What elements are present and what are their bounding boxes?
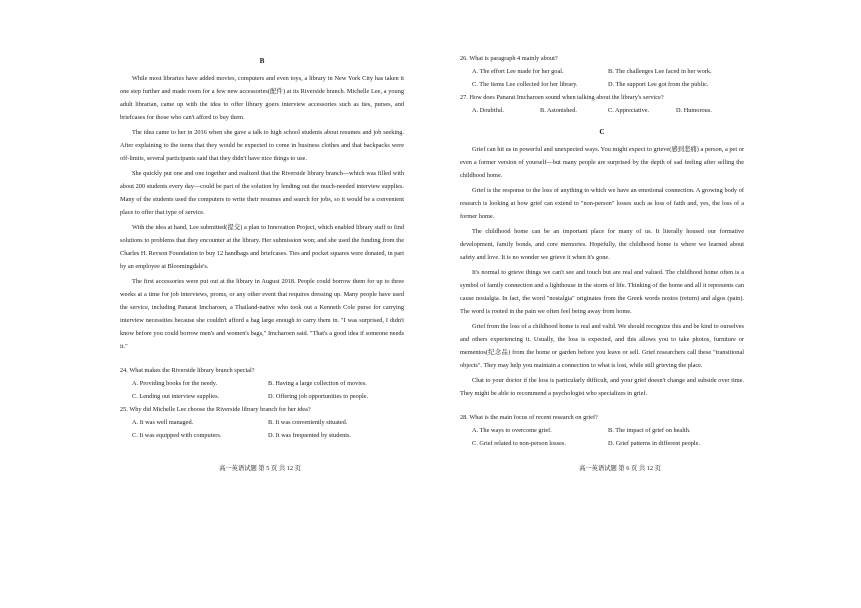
question-24	[120, 364, 404, 403]
passage-paragraph: With the idea at hand, Lee submitted(提交) a plan to Innovation Project, which enabled library staff to find solutions to problems that they encounter at the library. Her submission won; and she used the funding from the Charles H. Revson Foundation to buy 12 handbags and briefcases. Ties and pocket squares were donated, in part by an employee at Bloomingdale's.	[120, 224, 404, 270]
answer-option: D. The support Lee got from the public.	[608, 81, 709, 88]
question-stem: 27. How does Panarat Imcharoen sound when talking about the library's service?	[460, 94, 664, 101]
question-stem: 26. What is paragraph 4 mainly about?	[460, 55, 558, 62]
answer-option: B. Astonished.	[540, 107, 577, 114]
page-footer: 高一英语试题 第 5 页 共 12 页	[219, 465, 301, 472]
answer-option: D. Humorous.	[676, 107, 712, 114]
question-28	[460, 411, 744, 450]
answer-option: A. It was well managed.	[132, 419, 194, 426]
passage-paragraph: She quickly put one and one together and realized that the Riverside library branch—which was filled with about 200 students every day—could be part of the solution by lending out the much-needed interview supplies. Many of the students used the computers to write their resumes and search for jobs, so it would be a convenient place to offer that type of service.	[120, 170, 404, 216]
answer-option: C. Appreciative.	[608, 107, 650, 114]
answer-option: A. Doubtful.	[472, 107, 505, 114]
passage-paragraph: Grief from the loss of a childhood home is real and valid. We should recognize this and be kind to ourselves and others experiencing it. Usually, the loss is expected, and this allows you to take photos, furniture or mementos(纪念品) from the home or garden before you leave or sell. Grief researchers call these "transitional objects". They may help you maintain a connection to what is lost, while still grieving the place.	[460, 323, 745, 369]
answer-option: B. It was conveniently situated.	[268, 419, 348, 426]
answer-option: A. The ways to overcome grief.	[472, 427, 552, 434]
question-25	[120, 403, 404, 442]
question-stem: 28. What is the main focus of recent research on grief?	[460, 414, 598, 421]
answer-option: B. The impact of grief on health.	[608, 427, 691, 434]
passage-paragraph: While most libraries have added movies, computers and even toys, a library in New York City has taken it one step further and made room for a few new accessories(配件) at its Riverside branch. Michelle Lee, a young adult librarian, came up with the idea to offer library goers interview accessories such as ties, purses, and briefcases for those who can't afford to buy them.	[120, 75, 404, 121]
answer-option: D. Grief patterns in different people.	[608, 440, 701, 447]
answer-option: B. The challenges Lee faced in her work.	[608, 68, 712, 75]
passage-paragraph: Grief is the response to the loss of anything to which we have an emotional connection. A growing body of research is looking at how grief can extend to "non-person" losses such as loss of faith and, yes, the loss of a former home.	[460, 187, 744, 220]
question-27	[460, 91, 744, 117]
left-page	[120, 52, 404, 442]
right-page	[460, 52, 744, 450]
answer-option: B. Having a large collection of movies.	[268, 380, 367, 387]
passage-paragraph: Chat to your doctor if the loss is particularly difficult, and your grief doesn't change and subside over time. They might be able to recommend a psychologist who specializes in grief.	[460, 377, 744, 397]
section-title: C	[599, 128, 605, 136]
passage-paragraph: The first accessories were put out at the library in August 2018. People could borrow them for up to three weeks at a time for job interviews, proms, or any other event that requires dressing up. Many people have used the service, including Panarat Imcharoen, a Thailand-native who took out a Kenneth Cole purse for carrying interview necessities because she couldn't afford a bag large enough to carry them in. "I was surprised, I didn't know before you could borrow men's and women's bags," Imcharoen said. "That's a good idea if someone needs it."	[120, 278, 404, 350]
passage-paragraph: It's normal to grieve things we can't see and touch but are real and valued. The childhood home often is a symbol of family connection and a lighthouse in the storm of life. Thinking of the home and all it represents can cause nostalgia. In fact, the word "nostalgia" originates from the Greek words nostos (return) and algos (pain). The word is rooted in the pain we often feel being away from home.	[460, 269, 744, 315]
answer-option: A. Providing books for the needy.	[132, 380, 218, 387]
question-26	[460, 52, 744, 91]
answer-option: C. Grief related to non-person losses.	[472, 440, 566, 447]
answer-option: D. It was frequented by students.	[268, 432, 352, 439]
answer-option: C. It was equipped with computers.	[132, 432, 222, 439]
question-stem: 24. What makes the Riverside library branch special?	[120, 367, 255, 374]
passage-paragraph: The idea came to her in 2016 when she gave a talk to high school students about resumes and job seeking. After explaining to the teens that they would be expected to come in business clothes and that backpacks were off-limits, several participants said that they didn't have nice things to use.	[120, 129, 404, 162]
question-stem: 25. Why did Michelle Lee choose the Riverside library branch for her idea?	[120, 406, 311, 413]
answer-option: A. The effort Lee made for her goal.	[472, 68, 564, 75]
answer-option: C. Lending out interview supplies.	[132, 393, 220, 400]
passage-paragraph: The childhood home can be an important place for many of us. It literally housed our formative development, family bonds, and core memories. Hopefully, the childhood home is where we learned about safety and love. It is no wonder we grieve it when it's gone.	[460, 228, 744, 261]
answer-option: D. Offering job opportunities to people.	[268, 393, 369, 400]
section-title: B	[259, 57, 265, 65]
page-footer: 高一英语试题 第 6 页 共 12 页	[579, 465, 661, 472]
answer-option: C. The items Lee collected for her library.	[472, 81, 578, 88]
passage-paragraph: Grief can hit us in powerful and unexpected ways. You might expect to grieve(感到悲痛) a person, a pet or even a former version of yourself—but many people are surprised by the depth of sad feeling after selling the childhood home.	[460, 146, 744, 179]
